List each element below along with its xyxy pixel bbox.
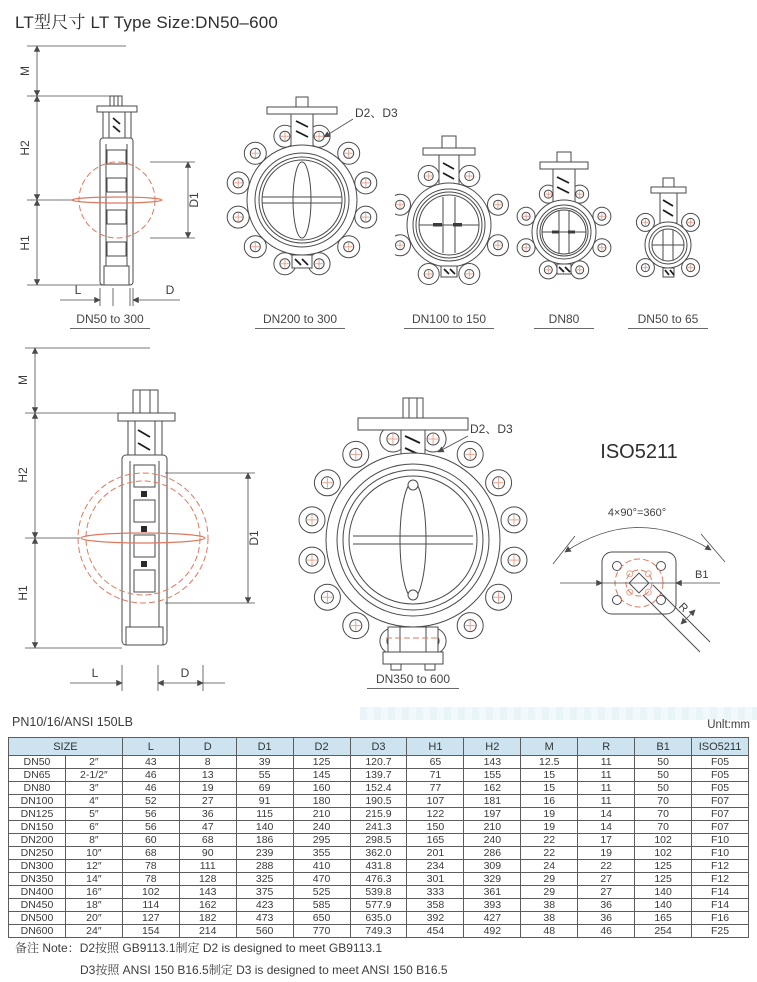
table-cell: 427 (464, 912, 521, 925)
table-cell: 165 (635, 912, 692, 925)
table-cell: 60 (122, 834, 179, 847)
table-cell: 234 (407, 860, 464, 873)
callout-d2-d3: D2、D3 (355, 106, 398, 120)
dim-label-l: L (74, 283, 82, 297)
table-row (9, 782, 749, 795)
col-header: H1 (407, 738, 464, 756)
table-cell: 18″ (65, 899, 122, 912)
table-cell: 650 (293, 912, 350, 925)
caption-front-dn200-300: DN200 to 300 (255, 312, 345, 329)
table-cell: 210 (293, 808, 350, 821)
table-cell: 214 (179, 925, 236, 938)
table-cell: 36 (578, 899, 635, 912)
table-cell: 254 (635, 925, 692, 938)
table-cell: 15 (521, 769, 578, 782)
table-cell: 155 (464, 769, 521, 782)
table-cell: 77 (407, 782, 464, 795)
table-cell: 140 (635, 899, 692, 912)
table-cell: 8″ (65, 834, 122, 847)
table-cell: 91 (236, 795, 293, 808)
table-cell: 56 (122, 821, 179, 834)
table-cell: 36 (179, 808, 236, 821)
table-cell: 69 (236, 782, 293, 795)
table-cell: 181 (464, 795, 521, 808)
table-cell: F14 (692, 899, 749, 912)
table-row (9, 769, 749, 782)
table-cell: 473 (236, 912, 293, 925)
table-cell: 2″ (65, 756, 122, 769)
table-cell: 423 (236, 899, 293, 912)
table-row (9, 899, 749, 912)
table-cell: 240 (464, 834, 521, 847)
table-cell: 46 (578, 925, 635, 938)
table-cell: 122 (407, 808, 464, 821)
table-cell: 125 (635, 873, 692, 886)
table-cell: 48 (521, 925, 578, 938)
table-cell: 127 (122, 912, 179, 925)
table-cell: 145 (293, 769, 350, 782)
callout-d2-d3-xl: D2、D3 (470, 422, 513, 436)
table-cell: 128 (179, 873, 236, 886)
table-cell: 19 (521, 808, 578, 821)
table-cell: 11 (578, 795, 635, 808)
table-cell: 140 (236, 821, 293, 834)
table-cell: 5″ (65, 808, 122, 821)
table-cell: DN400 (9, 886, 66, 899)
table-cell: F10 (692, 834, 749, 847)
table-cell: 635.0 (350, 912, 407, 925)
col-header: B1 (635, 738, 692, 756)
table-cell: F05 (692, 769, 749, 782)
table-cell: F16 (692, 912, 749, 925)
table-cell: 71 (407, 769, 464, 782)
table-cell: 476.3 (350, 873, 407, 886)
table-cell: 29 (521, 873, 578, 886)
table-cell: 201 (407, 847, 464, 860)
table-row (9, 834, 749, 847)
dim-label-lb: L (91, 666, 99, 680)
col-header: ISO5211 (692, 738, 749, 756)
table-cell: 539.8 (350, 886, 407, 899)
dim-label-db: D (180, 666, 190, 680)
front-view-drawing-dn350-600 (288, 390, 543, 700)
table-cell: 577.9 (350, 899, 407, 912)
side-view-drawing-dn350-600 (10, 335, 275, 700)
table-cell: 52 (122, 795, 179, 808)
table-cell: 190.5 (350, 795, 407, 808)
table-cell: 288 (236, 860, 293, 873)
arc-note-label: 4×90°=360° (607, 507, 667, 519)
table-cell: 210 (464, 821, 521, 834)
table-cell: 152.4 (350, 782, 407, 795)
table-cell: 162 (179, 899, 236, 912)
caption-side-view: DN50 to 300 (70, 312, 150, 329)
table-cell: 215.9 (350, 808, 407, 821)
table-cell: 355 (293, 847, 350, 860)
dim-label-h2: H2 (18, 140, 32, 156)
table-cell: 29 (521, 886, 578, 899)
table-cell: 8 (179, 756, 236, 769)
table-cell: F12 (692, 860, 749, 873)
table-cell: DN65 (9, 769, 66, 782)
table-cell: 749.3 (350, 925, 407, 938)
table-cell: 38 (521, 912, 578, 925)
table-cell: 22 (521, 847, 578, 860)
table-cell: 375 (236, 886, 293, 899)
table-cell: 102 (122, 886, 179, 899)
table-cell: 333 (407, 886, 464, 899)
table-cell: 286 (464, 847, 521, 860)
caption-front-dn80: DN80 (534, 312, 594, 329)
page-title: LT型尺寸 LT Type Size:DN50–600 (15, 13, 279, 32)
table-row (9, 925, 749, 938)
table-cell: 20″ (65, 912, 122, 925)
iso5211-pad-drawing (535, 420, 755, 690)
dim-label-r: R (676, 600, 691, 615)
table-cell: 358 (407, 899, 464, 912)
table-cell: 11 (578, 769, 635, 782)
table-cell: DN350 (9, 873, 66, 886)
table-cell: 12″ (65, 860, 122, 873)
table-cell: 11 (578, 756, 635, 769)
table-cell: 325 (236, 873, 293, 886)
table-cell: 298.5 (350, 834, 407, 847)
table-cell: 120.7 (350, 756, 407, 769)
table-row (9, 795, 749, 808)
table-cell: 36 (578, 912, 635, 925)
table-cell: 17 (578, 834, 635, 847)
table-cell: DN80 (9, 782, 66, 795)
table-cell: 182 (179, 912, 236, 925)
table-cell: DN600 (9, 925, 66, 938)
table-cell: 22 (578, 860, 635, 873)
table-cell: 24 (521, 860, 578, 873)
col-header: L (122, 738, 179, 756)
table-cell: 24″ (65, 925, 122, 938)
table-row (9, 756, 749, 769)
table-cell: 4″ (65, 795, 122, 808)
col-header: R (578, 738, 635, 756)
note-line-1: 备注 Note：D2按照 GB9113.1制定 D2 is designed to meet GB9113.1 (15, 941, 383, 955)
table-cell: 19 (578, 847, 635, 860)
col-header: D2 (293, 738, 350, 756)
col-header: H2 (464, 738, 521, 756)
table-cell: 68 (122, 847, 179, 860)
side-view-drawing-dn50-300 (10, 38, 240, 333)
table-row (9, 821, 749, 834)
table-cell: 197 (464, 808, 521, 821)
table-cell: F07 (692, 821, 749, 834)
table-cell: 3″ (65, 782, 122, 795)
table-cell: 165 (407, 834, 464, 847)
table-cell: 14 (578, 808, 635, 821)
table-cell: 143 (179, 886, 236, 899)
dim-label-d1: D1 (187, 192, 201, 208)
table-cell: 13 (179, 769, 236, 782)
table-cell: 361 (464, 886, 521, 899)
front-view-drawing-dn50-65 (622, 170, 717, 320)
table-cell: 38 (521, 899, 578, 912)
table-cell: 240 (293, 821, 350, 834)
table-cell: DN300 (9, 860, 66, 873)
table-cell: 15 (521, 782, 578, 795)
table-cell: F07 (692, 808, 749, 821)
table-cell: 239 (236, 847, 293, 860)
table-header-row (9, 738, 749, 756)
table-cell: 56 (122, 808, 179, 821)
table-cell: DN50 (9, 756, 66, 769)
table-cell: 50 (635, 782, 692, 795)
table-cell: 114 (122, 899, 179, 912)
table-cell: 14 (578, 821, 635, 834)
table-cell: 410 (293, 860, 350, 873)
table-cell: 102 (635, 847, 692, 860)
table-row (9, 912, 749, 925)
table-cell: 2-1/2″ (65, 769, 122, 782)
table-cell: 39 (236, 756, 293, 769)
note-line-2: D3按照 ANSI 150 B16.5制定 D3 is designed to meet ANSI 150 B16.5 (80, 963, 448, 977)
dim-label-h1: H1 (18, 235, 32, 251)
note-prefix: 备注 Note： (15, 941, 80, 955)
table-cell: DN500 (9, 912, 66, 925)
table-cell: 10″ (65, 847, 122, 860)
table-cell: 162 (464, 782, 521, 795)
table-cell: 16 (521, 795, 578, 808)
table-cell: 90 (179, 847, 236, 860)
table-cell: 19 (521, 821, 578, 834)
dim-label-d: D (165, 283, 175, 297)
table-cell: DN450 (9, 899, 66, 912)
dim-label-m: M (18, 66, 32, 76)
table-cell: DN150 (9, 821, 66, 834)
table-cell: 143 (464, 756, 521, 769)
table-row (9, 860, 749, 873)
table-cell: 362.0 (350, 847, 407, 860)
col-header: D1 (236, 738, 293, 756)
table-cell: 160 (293, 782, 350, 795)
table-cell: 329 (464, 873, 521, 886)
table-cell: 11 (578, 782, 635, 795)
table-cell: 393 (464, 899, 521, 912)
table-cell: F14 (692, 886, 749, 899)
dimension-table (8, 737, 749, 938)
caption-front-dn350-600: DN350 to 600 (367, 672, 459, 689)
table-cell: 454 (407, 925, 464, 938)
table-cell: 470 (293, 873, 350, 886)
table-cell: 102 (635, 834, 692, 847)
dim-label-m2: M (16, 375, 30, 385)
table-cell: 47 (179, 821, 236, 834)
caption-front-dn50-65: DN50 to 65 (628, 312, 708, 329)
unit-label: Unlt:mm (707, 719, 750, 731)
table-cell: 50 (635, 756, 692, 769)
table-cell: 525 (293, 886, 350, 899)
table-cell: 392 (407, 912, 464, 925)
dim-label-h2b: H2 (16, 467, 30, 483)
dim-label-b1: B1 (695, 569, 709, 581)
table-cell: 180 (293, 795, 350, 808)
table-cell: 115 (236, 808, 293, 821)
table-cell: F05 (692, 756, 749, 769)
table-cell: 241.3 (350, 821, 407, 834)
col-header: D (179, 738, 236, 756)
table-row (9, 847, 749, 860)
table-cell: 70 (635, 795, 692, 808)
table-row (9, 873, 749, 886)
table-cell: 431.8 (350, 860, 407, 873)
table-cell: 65 (407, 756, 464, 769)
table-cell: 68 (179, 834, 236, 847)
table-cell: DN200 (9, 834, 66, 847)
table-cell: 46 (122, 769, 179, 782)
col-header-size: SIZE (9, 738, 123, 756)
table-cell: 6″ (65, 821, 122, 834)
table-row (9, 886, 749, 899)
caption-front-dn100-150: DN100 to 150 (404, 312, 494, 329)
table-cell: 43 (122, 756, 179, 769)
table-cell: 107 (407, 795, 464, 808)
table-cell: 295 (293, 834, 350, 847)
dim-label-h1b: H1 (16, 585, 30, 601)
table-cell: 492 (464, 925, 521, 938)
table-cell: 140 (635, 886, 692, 899)
table-cell: F05 (692, 782, 749, 795)
front-view-drawing-dn200-300 (222, 83, 412, 338)
table-cell: 301 (407, 873, 464, 886)
table-cell: DN125 (9, 808, 66, 821)
table-cell: 111 (179, 860, 236, 873)
table-cell: 70 (635, 821, 692, 834)
table-cell: 27 (179, 795, 236, 808)
table-cell: 78 (122, 860, 179, 873)
col-header: M (521, 738, 578, 756)
iso5211-label: ISO5211 (600, 441, 678, 463)
table-cell: 78 (122, 873, 179, 886)
table-cell: 19 (179, 782, 236, 795)
table-cell: 154 (122, 925, 179, 938)
pressure-class-label: PN10/16/ANSI 150LB (12, 715, 133, 729)
table-cell: F10 (692, 847, 749, 860)
table-cell: 12.5 (521, 756, 578, 769)
table-cell: 55 (236, 769, 293, 782)
table-cell: DN250 (9, 847, 66, 860)
table-cell: 16″ (65, 886, 122, 899)
table-cell: 27 (578, 886, 635, 899)
table-cell: 139.7 (350, 769, 407, 782)
table-cell: 770 (293, 925, 350, 938)
table-cell: 309 (464, 860, 521, 873)
table-cell: 46 (122, 782, 179, 795)
table-cell: 50 (635, 769, 692, 782)
table-cell: 125 (293, 756, 350, 769)
front-view-drawing-dn100-150 (395, 118, 510, 323)
table-cell: 585 (293, 899, 350, 912)
table-cell: 150 (407, 821, 464, 834)
table-cell: 27 (578, 873, 635, 886)
col-header: D3 (350, 738, 407, 756)
dim-label-d1b: D1 (247, 530, 261, 546)
table-cell: F12 (692, 873, 749, 886)
table-cell: F25 (692, 925, 749, 938)
table-cell: DN100 (9, 795, 66, 808)
front-view-drawing-dn80 (512, 145, 617, 325)
table-cell: 14″ (65, 873, 122, 886)
table-cell: 560 (236, 925, 293, 938)
table-cell: 22 (521, 834, 578, 847)
table-row (9, 808, 749, 821)
table-cell: F07 (692, 795, 749, 808)
table-cell: 186 (236, 834, 293, 847)
table-cell: 125 (635, 860, 692, 873)
table-cell: 70 (635, 808, 692, 821)
